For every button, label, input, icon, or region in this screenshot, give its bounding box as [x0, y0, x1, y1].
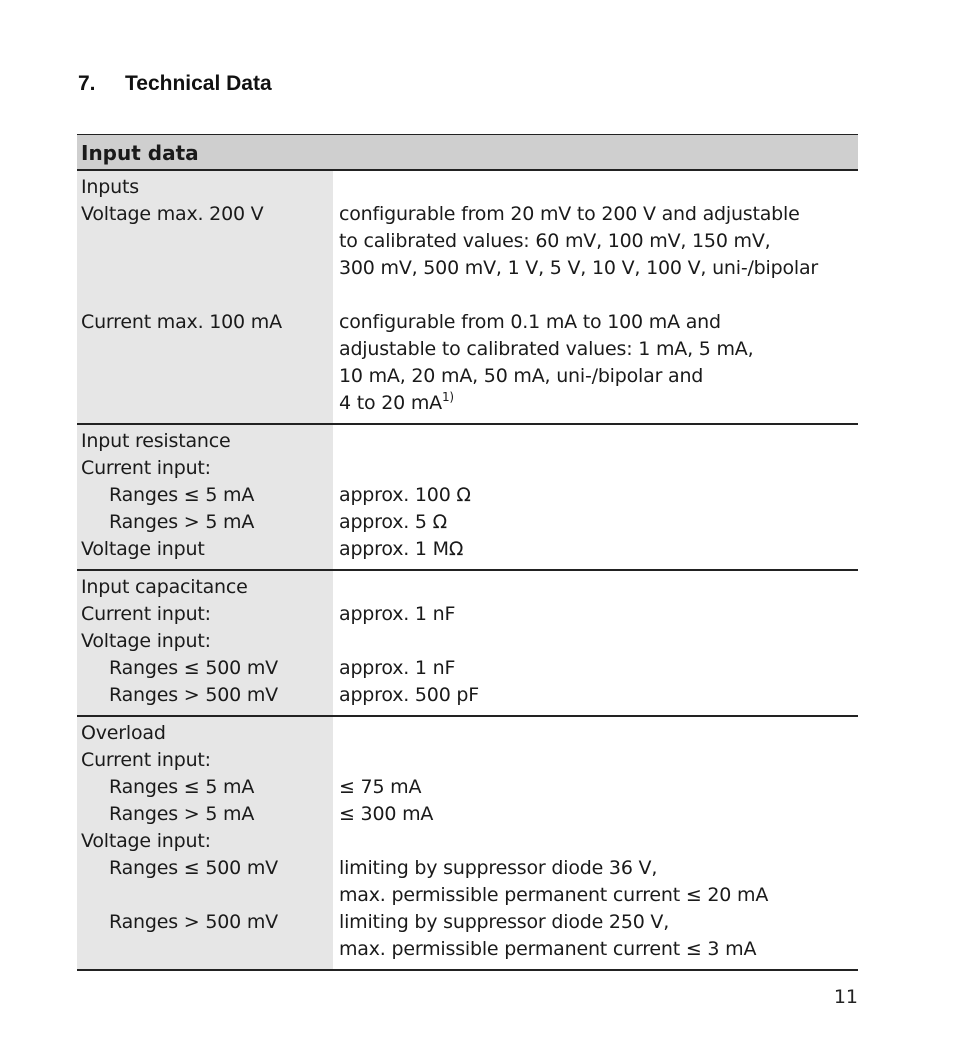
table-header: Input data [77, 135, 858, 171]
section-heading [78, 72, 272, 96]
parameter-value [339, 336, 858, 363]
parameter-column [77, 171, 333, 423]
parameter-value [339, 536, 858, 563]
line-text: approx. 1 nF [339, 603, 456, 625]
line-text: ≤ 75 mA [339, 776, 422, 798]
parameter-label [81, 720, 333, 747]
line-text: max. permissible permanent current ≤ 3 mA [339, 938, 757, 960]
parameter-label [81, 655, 333, 682]
table-body [77, 171, 858, 971]
parameter-label [81, 455, 333, 482]
parameter-value [339, 747, 858, 774]
line-text: approx. 1 MΩ [339, 538, 464, 560]
parameter-value [339, 909, 858, 936]
value-column [333, 171, 858, 423]
line-text: Ranges ≤ 500 mV [109, 857, 278, 879]
parameter-value [339, 228, 858, 255]
parameter-label [81, 228, 333, 255]
line-text: 4 to 20 mA [339, 392, 442, 414]
parameter-value [339, 774, 858, 801]
line-text: max. permissible permanent current ≤ 20 mA [339, 884, 769, 906]
parameter-value [339, 174, 858, 201]
line-text: Voltage max. 200 V [81, 203, 264, 225]
parameter-label [81, 509, 333, 536]
parameter-value [339, 801, 858, 828]
section-title: Technical Data [125, 72, 272, 95]
line-text: Voltage input [81, 538, 205, 560]
parameter-label [81, 601, 333, 628]
parameter-label [81, 336, 333, 363]
parameter-value [339, 390, 858, 417]
line-text: Inputs [81, 176, 139, 198]
line-text: Ranges ≤ 500 mV [109, 657, 278, 679]
line-text: approx. 5 Ω [339, 511, 447, 533]
parameter-value [339, 655, 858, 682]
line-text: Current input: [81, 749, 211, 771]
parameter-label [81, 428, 333, 455]
parameter-value [339, 720, 858, 747]
line-text: Input capacitance [81, 576, 248, 598]
footnote-marker: 1) [441, 390, 454, 404]
parameter-value [339, 255, 858, 282]
parameter-label [81, 309, 333, 336]
parameter-label [81, 936, 333, 963]
parameter-label [81, 574, 333, 601]
line-text: Voltage input: [81, 630, 211, 652]
parameter-value [339, 574, 858, 601]
line-text: approx. 1 nF [339, 657, 456, 679]
parameter-column [77, 717, 333, 969]
line-text: Ranges ≤ 5 mA [109, 776, 255, 798]
line-text: approx. 100 Ω [339, 484, 471, 506]
line-text: 10 mA, 20 mA, 50 mA, uni-/bipolar and [339, 365, 704, 387]
parameter-label [81, 363, 333, 390]
parameter-value [339, 309, 858, 336]
parameter-value [339, 363, 858, 390]
table-section [77, 571, 858, 717]
line-text: Current input: [81, 603, 211, 625]
line-text: configurable from 0.1 mA to 100 mA and [339, 311, 721, 333]
parameter-column [77, 571, 333, 715]
parameter-label [81, 774, 333, 801]
table-section [77, 717, 858, 971]
parameter-label [81, 747, 333, 774]
line-text: to calibrated values: 60 mV, 100 mV, 150 mV, [339, 230, 771, 252]
parameter-label [81, 255, 333, 282]
parameter-label [81, 201, 333, 228]
table-section [77, 171, 858, 425]
parameter-label [81, 801, 333, 828]
value-column [333, 717, 858, 969]
line-text: Ranges > 5 mA [109, 511, 255, 533]
line-text: limiting by suppressor diode 36 V, [339, 857, 658, 879]
parameter-label [81, 855, 333, 882]
section-number: 7. [78, 72, 96, 95]
line-text: limiting by suppressor diode 250 V, [339, 911, 670, 933]
parameter-value [339, 482, 858, 509]
parameter-value [339, 882, 858, 909]
parameter-column [77, 425, 333, 569]
parameter-label [81, 536, 333, 563]
parameter-value [339, 628, 858, 655]
line-text: Overload [81, 722, 166, 744]
parameter-label [81, 909, 333, 936]
line-text: Ranges > 500 mV [109, 684, 278, 706]
line-text: Ranges ≤ 5 mA [109, 484, 255, 506]
parameter-value [339, 201, 858, 228]
table-section [77, 425, 858, 571]
parameter-label [81, 174, 333, 201]
line-text: Current input: [81, 457, 211, 479]
line-text: Ranges > 500 mV [109, 911, 278, 933]
parameter-label [81, 828, 333, 855]
line-text: Input resistance [81, 430, 231, 452]
line-text: Current max. 100 mA [81, 311, 282, 333]
parameter-value [339, 601, 858, 628]
parameter-value [339, 682, 858, 709]
parameter-value [339, 936, 858, 963]
value-column [333, 571, 858, 715]
parameter-value [339, 855, 858, 882]
parameter-label [81, 482, 333, 509]
input-data-table [77, 134, 858, 971]
parameter-label [81, 682, 333, 709]
parameter-label [81, 390, 333, 417]
parameter-value [339, 455, 858, 482]
line-text: configurable from 20 mV to 200 V and adjustable [339, 203, 800, 225]
parameter-value [339, 509, 858, 536]
line-text: adjustable to calibrated values: 1 mA, 5 mA, [339, 338, 754, 360]
page-number: 11 [833, 986, 858, 1008]
parameter-label [81, 282, 333, 309]
value-column [333, 425, 858, 569]
line-text: approx. 500 pF [339, 684, 480, 706]
line-text: Voltage input: [81, 830, 211, 852]
parameter-value [339, 428, 858, 455]
parameter-value [339, 282, 858, 309]
line-text: ≤ 300 mA [339, 803, 434, 825]
parameter-label [81, 628, 333, 655]
line-text: 300 mV, 500 mV, 1 V, 5 V, 10 V, 100 V, uni-/bipolar [339, 257, 819, 279]
parameter-value [339, 828, 858, 855]
parameter-label [81, 882, 333, 909]
line-text: Ranges > 5 mA [109, 803, 255, 825]
